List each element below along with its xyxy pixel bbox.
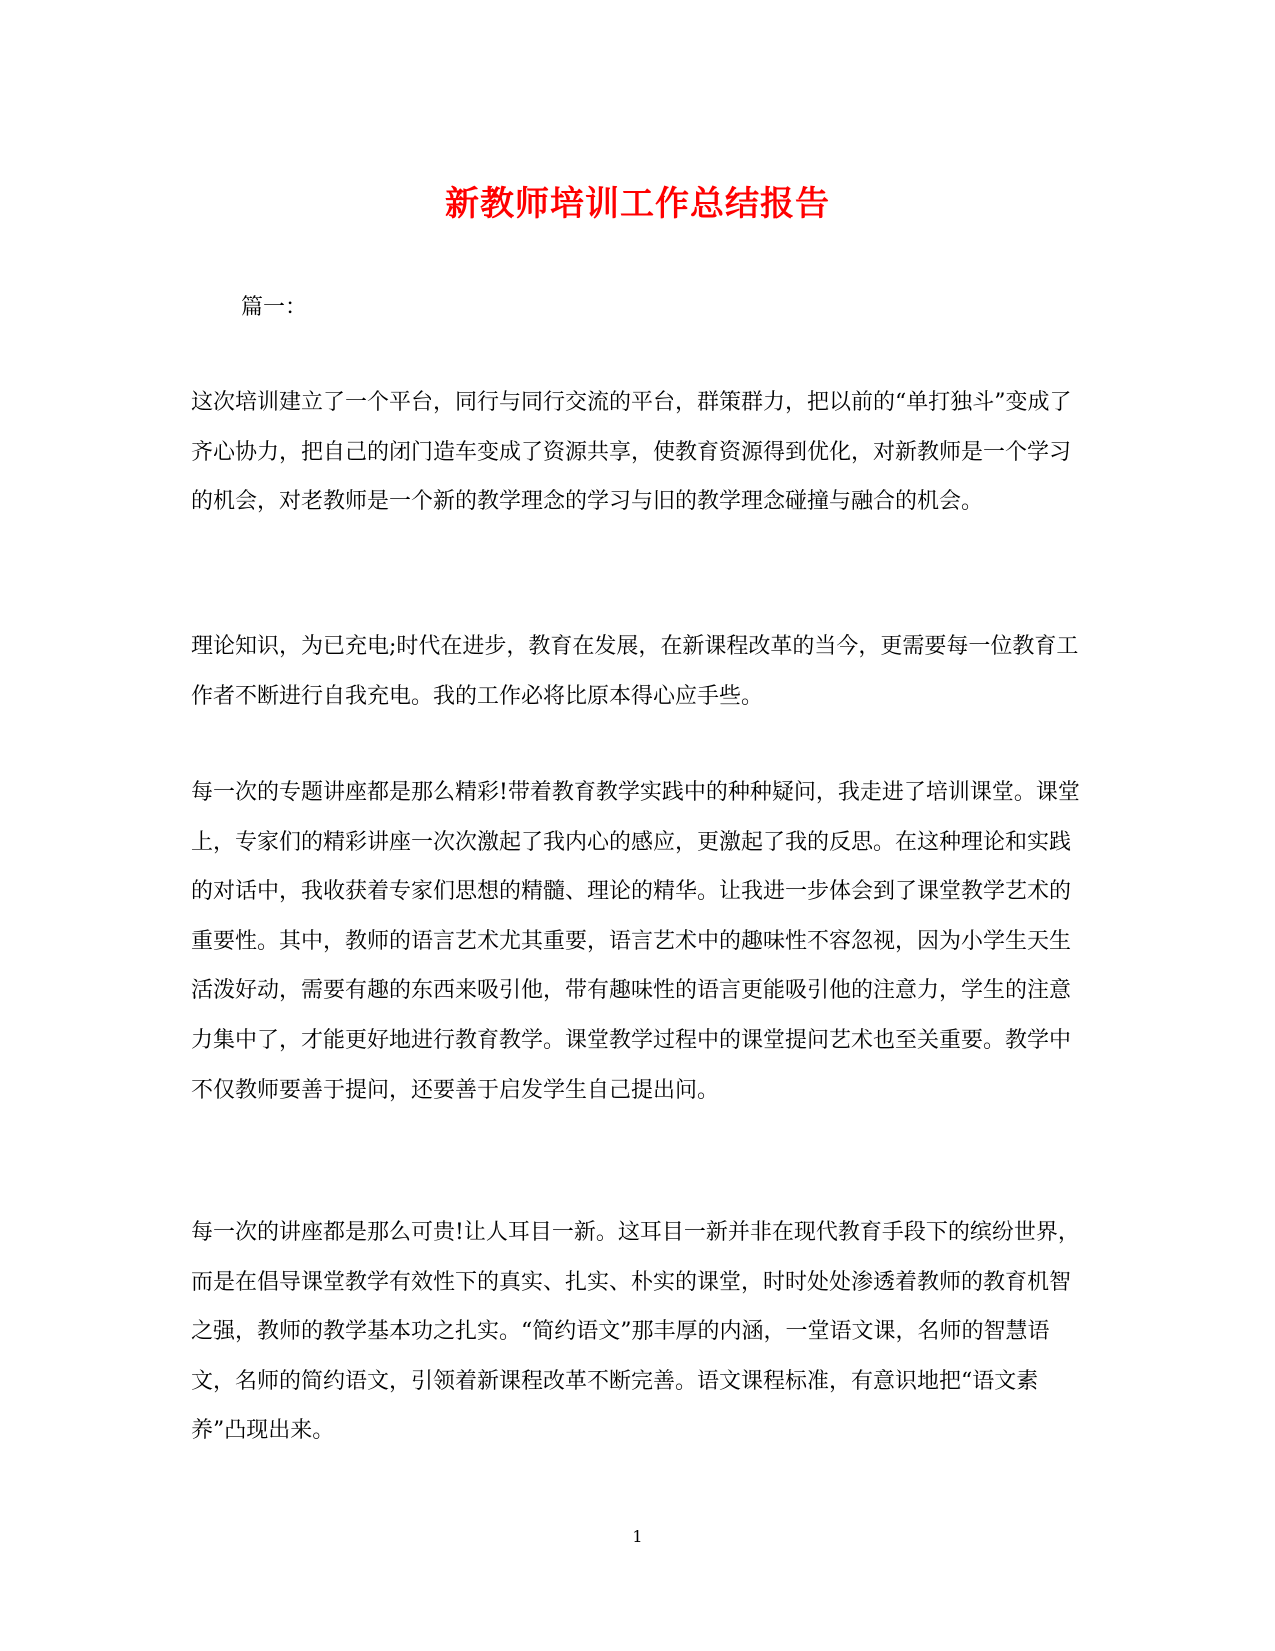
paragraph-3: 每一次的专题讲座都是那么精彩!带着教育教学实践中的种种疑问，我走进了培训课堂。课堂上，专家们的精彩讲座一次次激起了我内心的感应，更激起了我的反思。在这种理论和实践的对话中，我收获着专家们思想的精髓、理论的精华。让我进一步体会到了课堂教学艺术的重要性。其中，教师的语言艺术尤其重要，语言艺术中的趣味性不容忽视，因为小学生天生活泼好动，需要有趣的东西来吸引他，带有趣味性的语言更能吸引他的注意力，学生的注意力集中了，才能更好地进行教育教学。课堂教学过程中的课堂提问艺术也至关重要。教学中不仅教师要善于提问，还要善于启发学生自己提出问。 <box>191 780 1080 1103</box>
section-label: 篇一： <box>241 295 308 320</box>
paragraph-4: 每一次的讲座都是那么可贵!让人耳目一新。这耳目一新并非在现代教育手段下的缤纷世界，而是在倡导课堂教学有效性下的真实、扎实、朴实的课堂，时时处处渗透着教师的教育机智之强，教师的教学基本功之扎实。“简约语文”那丰厚的内涵，一堂语文课，名师的智慧语文，名师的简约语文，引领着新课程改革不断完善。语文课程标准，有意识地把“语文素养”凸现出来。 <box>191 1220 1080 1444</box>
page-number: 1 <box>632 1527 643 1546</box>
paragraph-2: 理论知识，为已充电;时代在进步，教育在发展，在新课程改革的当今，更需要每一位教育工作者不断进行自我充电。我的工作必将比原本得心应手些。 <box>191 634 1079 709</box>
document-title: 新教师培训工作总结报告 <box>445 184 830 224</box>
paragraph-1: 这次培训建立了一个平台，同行与同行交流的平台，群策群力，把以前的“单打独斗”变成了齐心协力，把自己的闭门造车变成了资源共享，使教育资源得到优化，对新教师是一个学习的机会，对老教师是一个新的教学理念的学习与旧的教学理念碰撞与融合的机会。 <box>191 390 1072 515</box>
